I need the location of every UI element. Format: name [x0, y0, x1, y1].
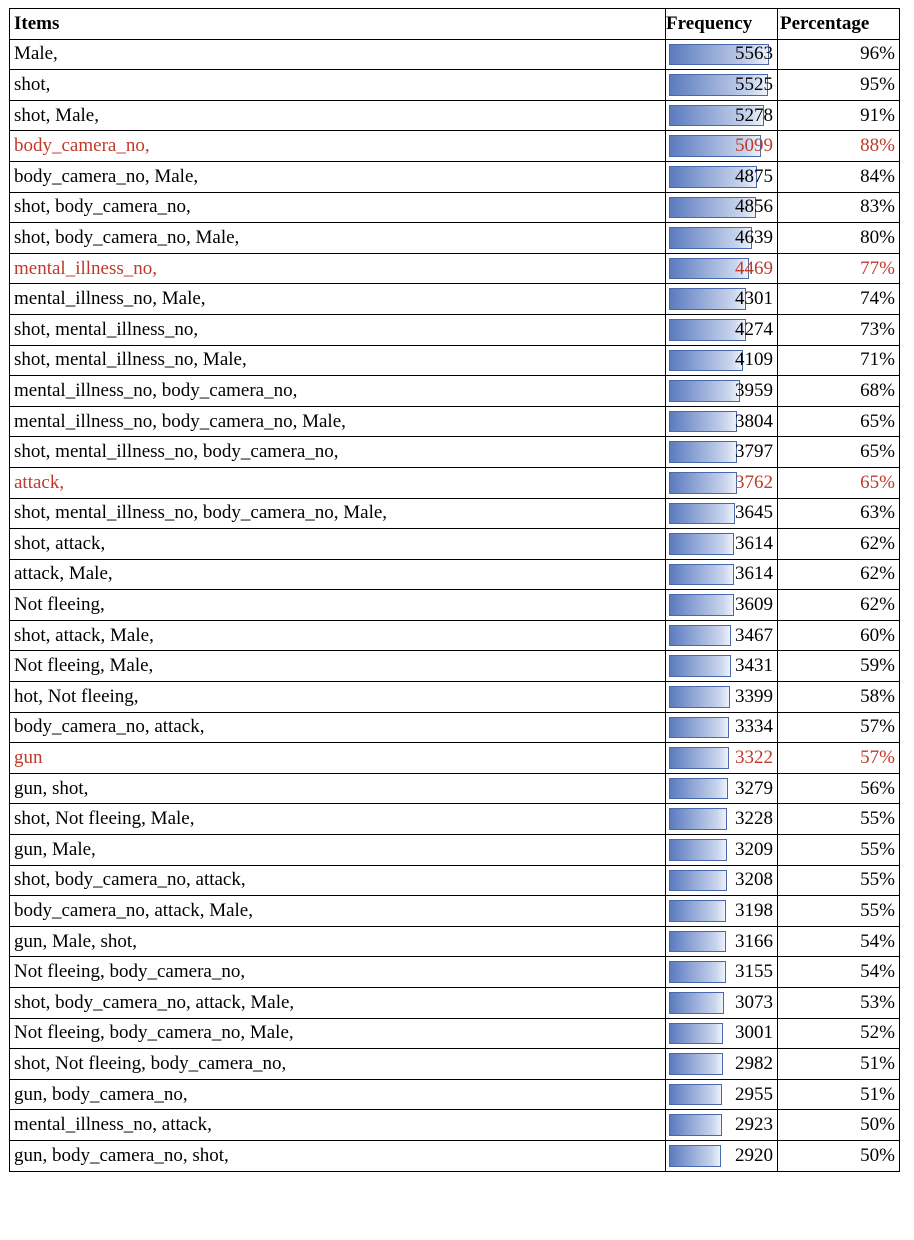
- percentage-cell: 55%: [778, 896, 900, 927]
- frequency-data-bar: [669, 441, 737, 463]
- frequency-data-bar: [669, 931, 726, 953]
- frequency-value: 3645: [735, 502, 773, 524]
- table-row: [10, 835, 900, 866]
- percentage-cell: 59%: [778, 651, 900, 682]
- table-row: [10, 988, 900, 1019]
- frequency-data-bar: [669, 594, 734, 616]
- frequency-value: 3334: [735, 716, 773, 738]
- frequency-cell: [666, 529, 778, 560]
- frequency-cell: [666, 253, 778, 284]
- percentage-cell: 95%: [778, 70, 900, 101]
- item-cell: mental_illness_no, body_camera_no,: [10, 376, 666, 407]
- percentage-cell: 74%: [778, 284, 900, 315]
- item-cell: body_camera_no, attack,: [10, 712, 666, 743]
- frequency-cell: [666, 804, 778, 835]
- frequency-cell: [666, 743, 778, 774]
- frequency-data-bar: [669, 472, 737, 494]
- frequency-cell: [666, 467, 778, 498]
- table-row: [10, 926, 900, 957]
- frequency-value: 3208: [735, 869, 773, 891]
- table-row: [10, 376, 900, 407]
- table-row: [10, 1110, 900, 1141]
- frequency-data-bar: [669, 778, 728, 800]
- frequency-value: 3228: [735, 808, 773, 830]
- item-cell: shot, body_camera_no,: [10, 192, 666, 223]
- frequency-data-bar: [669, 503, 735, 525]
- frequency-value: 5099: [735, 135, 773, 157]
- percentage-cell: 65%: [778, 406, 900, 437]
- item-cell: shot, body_camera_no, attack, Male,: [10, 988, 666, 1019]
- item-cell: shot, mental_illness_no, body_camera_no,: [10, 437, 666, 468]
- frequency-data-bar: [669, 686, 730, 708]
- table-row: [10, 804, 900, 835]
- frequency-data-bar: [669, 1053, 723, 1075]
- percentage-cell: 60%: [778, 620, 900, 651]
- item-cell: shot, body_camera_no, Male,: [10, 223, 666, 254]
- frequency-cell: [666, 100, 778, 131]
- frequency-value: 4469: [735, 257, 773, 279]
- frequency-cell: [666, 865, 778, 896]
- percentage-cell: 55%: [778, 865, 900, 896]
- frequency-cell: [666, 284, 778, 315]
- frequency-value: 3155: [735, 961, 773, 983]
- item-cell: gun, body_camera_no,: [10, 1079, 666, 1110]
- frequency-cell: [666, 620, 778, 651]
- table-row: [10, 100, 900, 131]
- frequency-data-bar: [669, 1023, 723, 1045]
- table-row: [10, 651, 900, 682]
- item-cell: mental_illness_no, attack,: [10, 1110, 666, 1141]
- item-cell: shot, mental_illness_no, Male,: [10, 345, 666, 376]
- percentage-cell: 52%: [778, 1018, 900, 1049]
- item-cell: Male,: [10, 39, 666, 70]
- table-row: [10, 406, 900, 437]
- frequency-cell: [666, 896, 778, 927]
- item-cell: shot, Male,: [10, 100, 666, 131]
- item-cell: hot, Not fleeing,: [10, 682, 666, 713]
- table-row: [10, 559, 900, 590]
- frequency-cell: [666, 1049, 778, 1080]
- table-row: [10, 284, 900, 315]
- table-row: [10, 498, 900, 529]
- percentage-cell: 68%: [778, 376, 900, 407]
- item-cell: attack,: [10, 467, 666, 498]
- itemset-frequency-table: [9, 8, 900, 1172]
- frequency-cell: [666, 223, 778, 254]
- table-row: [10, 1018, 900, 1049]
- frequency-cell: [666, 835, 778, 866]
- frequency-value: 3609: [735, 594, 773, 616]
- item-cell: mental_illness_no,: [10, 253, 666, 284]
- table-row: [10, 865, 900, 896]
- percentage-cell: 71%: [778, 345, 900, 376]
- frequency-value: 3614: [735, 563, 773, 585]
- frequency-cell: [666, 651, 778, 682]
- frequency-data-bar: [669, 747, 729, 769]
- table-row: [10, 314, 900, 345]
- frequency-data-bar: [669, 870, 727, 892]
- item-cell: Not fleeing, body_camera_no, Male,: [10, 1018, 666, 1049]
- item-cell: shot, Not fleeing, body_camera_no,: [10, 1049, 666, 1080]
- item-cell: gun: [10, 743, 666, 774]
- item-cell: body_camera_no, Male,: [10, 161, 666, 192]
- frequency-value: 3001: [735, 1022, 773, 1044]
- frequency-data-bar: [669, 655, 731, 677]
- table-row: [10, 590, 900, 621]
- table-row: [10, 253, 900, 284]
- frequency-value: 3614: [735, 532, 773, 554]
- item-cell: attack, Male,: [10, 559, 666, 590]
- table-row: [10, 1079, 900, 1110]
- frequency-cell: [666, 957, 778, 988]
- item-cell: shot, attack, Male,: [10, 620, 666, 651]
- item-cell: shot, mental_illness_no,: [10, 314, 666, 345]
- frequency-cell: [666, 773, 778, 804]
- percentage-cell: 80%: [778, 223, 900, 254]
- frequency-data-bar: [669, 808, 727, 830]
- frequency-data-bar: [669, 961, 726, 983]
- item-cell: Not fleeing, Male,: [10, 651, 666, 682]
- table-row: [10, 773, 900, 804]
- item-cell: mental_illness_no, body_camera_no, Male,: [10, 406, 666, 437]
- item-cell: shot, mental_illness_no, body_camera_no, Male,: [10, 498, 666, 529]
- frequency-value: 3467: [735, 624, 773, 646]
- percentage-cell: 55%: [778, 835, 900, 866]
- table-row: [10, 682, 900, 713]
- item-cell: shot,: [10, 70, 666, 101]
- frequency-value: 4639: [735, 226, 773, 248]
- table-row: [10, 620, 900, 651]
- frequency-data-bar: [669, 1145, 721, 1167]
- percentage-cell: 51%: [778, 1049, 900, 1080]
- frequency-data-bar: [669, 900, 726, 922]
- frequency-value: 2923: [735, 1114, 773, 1136]
- frequency-value: 3073: [735, 991, 773, 1013]
- table-row: [10, 529, 900, 560]
- percentage-cell: 65%: [778, 467, 900, 498]
- percentage-cell: 62%: [778, 529, 900, 560]
- percentage-cell: 62%: [778, 559, 900, 590]
- frequency-value: 3322: [735, 747, 773, 769]
- item-cell: body_camera_no, attack, Male,: [10, 896, 666, 927]
- header-items: Items: [10, 9, 666, 40]
- frequency-data-bar: [669, 533, 734, 555]
- table-row: [10, 957, 900, 988]
- frequency-data-bar: [669, 1114, 722, 1136]
- frequency-cell: [666, 70, 778, 101]
- percentage-cell: 73%: [778, 314, 900, 345]
- percentage-cell: 50%: [778, 1140, 900, 1171]
- item-cell: Not fleeing,: [10, 590, 666, 621]
- percentage-cell: 83%: [778, 192, 900, 223]
- percentage-cell: 77%: [778, 253, 900, 284]
- table-row: [10, 345, 900, 376]
- frequency-data-bar: [669, 411, 737, 433]
- frequency-value: 4274: [735, 318, 773, 340]
- frequency-cell: [666, 192, 778, 223]
- percentage-cell: 96%: [778, 39, 900, 70]
- table-row: [10, 131, 900, 162]
- frequency-cell: [666, 559, 778, 590]
- frequency-cell: [666, 39, 778, 70]
- frequency-value: 5278: [735, 104, 773, 126]
- table-header-row: [10, 9, 900, 40]
- table-row: [10, 743, 900, 774]
- frequency-data-bar: [669, 625, 731, 647]
- frequency-cell: [666, 376, 778, 407]
- percentage-cell: 65%: [778, 437, 900, 468]
- table-row: [10, 1049, 900, 1080]
- frequency-value: 2920: [735, 1144, 773, 1166]
- table-row: [10, 223, 900, 254]
- frequency-value: 3804: [735, 410, 773, 432]
- frequency-cell: [666, 682, 778, 713]
- percentage-cell: 57%: [778, 743, 900, 774]
- frequency-value: 3279: [735, 777, 773, 799]
- percentage-cell: 54%: [778, 926, 900, 957]
- frequency-cell: [666, 314, 778, 345]
- percentage-cell: 84%: [778, 161, 900, 192]
- frequency-value: 3209: [735, 838, 773, 860]
- frequency-value: 4109: [735, 349, 773, 371]
- percentage-cell: 56%: [778, 773, 900, 804]
- frequency-cell: [666, 161, 778, 192]
- frequency-data-bar: [669, 1084, 722, 1106]
- frequency-cell: [666, 1110, 778, 1141]
- frequency-value: 4301: [735, 288, 773, 310]
- percentage-cell: 57%: [778, 712, 900, 743]
- frequency-cell: [666, 1079, 778, 1110]
- item-cell: gun, body_camera_no, shot,: [10, 1140, 666, 1171]
- table-row: [10, 467, 900, 498]
- frequency-data-bar: [669, 350, 743, 372]
- table-body: [10, 39, 900, 1171]
- frequency-value: 3166: [735, 930, 773, 952]
- header-percentage: Percentage: [778, 9, 900, 40]
- table-row: [10, 192, 900, 223]
- percentage-cell: 58%: [778, 682, 900, 713]
- percentage-cell: 63%: [778, 498, 900, 529]
- frequency-value: 3762: [735, 471, 773, 493]
- item-cell: Not fleeing, body_camera_no,: [10, 957, 666, 988]
- frequency-cell: [666, 1140, 778, 1171]
- frequency-data-bar: [669, 992, 724, 1014]
- item-cell: shot, body_camera_no, attack,: [10, 865, 666, 896]
- frequency-data-bar: [669, 380, 740, 402]
- frequency-data-bar: [669, 564, 734, 586]
- frequency-cell: [666, 131, 778, 162]
- frequency-cell: [666, 988, 778, 1019]
- item-cell: body_camera_no,: [10, 131, 666, 162]
- frequency-cell: [666, 926, 778, 957]
- item-cell: gun, Male, shot,: [10, 926, 666, 957]
- frequency-value: 4875: [735, 165, 773, 187]
- percentage-cell: 50%: [778, 1110, 900, 1141]
- percentage-cell: 51%: [778, 1079, 900, 1110]
- frequency-cell: [666, 498, 778, 529]
- frequency-value: 3959: [735, 379, 773, 401]
- frequency-value: 4856: [735, 196, 773, 218]
- frequency-cell: [666, 712, 778, 743]
- frequency-cell: [666, 345, 778, 376]
- frequency-value: 5525: [735, 73, 773, 95]
- frequency-cell: [666, 1018, 778, 1049]
- item-cell: mental_illness_no, Male,: [10, 284, 666, 315]
- item-cell: shot, Not fleeing, Male,: [10, 804, 666, 835]
- item-cell: gun, shot,: [10, 773, 666, 804]
- percentage-cell: 54%: [778, 957, 900, 988]
- frequency-cell: [666, 590, 778, 621]
- percentage-cell: 91%: [778, 100, 900, 131]
- table-row: [10, 712, 900, 743]
- frequency-cell: [666, 437, 778, 468]
- percentage-cell: 53%: [778, 988, 900, 1019]
- table-row: [10, 437, 900, 468]
- frequency-value: 3399: [735, 685, 773, 707]
- frequency-data-bar: [669, 839, 727, 861]
- frequency-cell: [666, 406, 778, 437]
- frequency-value: 3198: [735, 900, 773, 922]
- frequency-value: 5563: [735, 43, 773, 65]
- frequency-value: 2955: [735, 1083, 773, 1105]
- frequency-value: 3797: [735, 441, 773, 463]
- percentage-cell: 62%: [778, 590, 900, 621]
- item-cell: gun, Male,: [10, 835, 666, 866]
- frequency-data-bar: [669, 717, 729, 739]
- table-row: [10, 39, 900, 70]
- percentage-cell: 55%: [778, 804, 900, 835]
- table-row: [10, 70, 900, 101]
- frequency-value: 2982: [735, 1052, 773, 1074]
- percentage-cell: 88%: [778, 131, 900, 162]
- table-row: [10, 1140, 900, 1171]
- frequency-value: 3431: [735, 655, 773, 677]
- header-frequency: Frequency: [666, 9, 778, 40]
- table-row: [10, 161, 900, 192]
- item-cell: shot, attack,: [10, 529, 666, 560]
- table-row: [10, 896, 900, 927]
